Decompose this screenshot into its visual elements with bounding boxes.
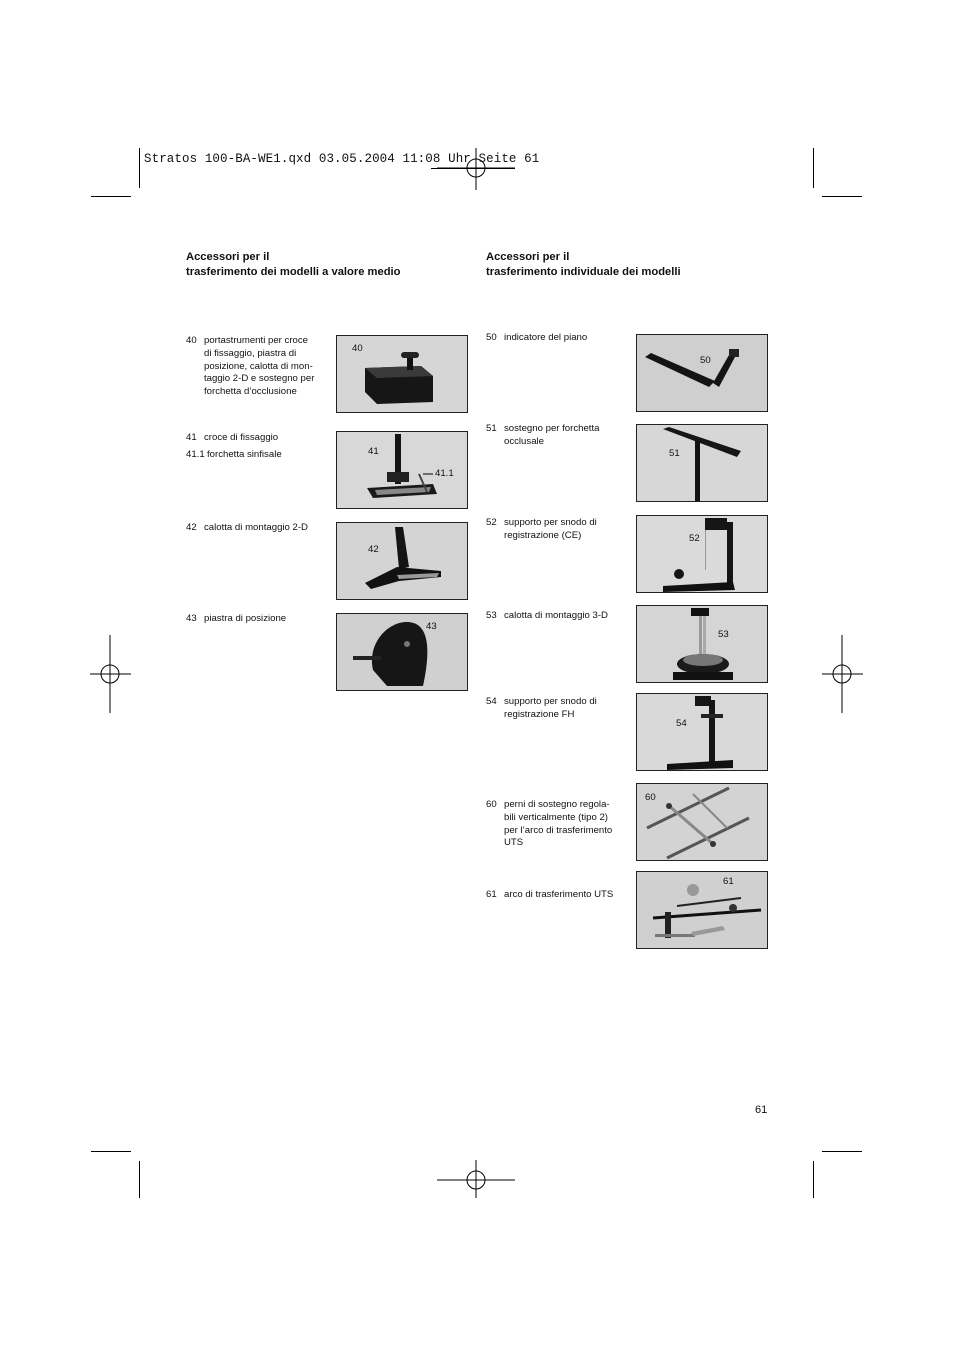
photo-54-fh-joint-support <box>636 693 768 771</box>
list-item-43 <box>186 613 326 633</box>
photo-label-sub: 41.1 <box>435 468 454 479</box>
item-text: indicatore del piano <box>504 332 588 343</box>
photo-label: 43 <box>426 621 437 632</box>
crop-mark <box>91 1151 131 1152</box>
item-number: 40 <box>186 335 197 346</box>
photo-label: 61 <box>723 876 734 887</box>
registration-mark-right <box>822 635 864 715</box>
photo-label: 60 <box>645 792 656 803</box>
file-slug: Stratos 100-BA-WE1.qxd 03.05.2004 11:08 Uhr Seite 61 <box>144 152 540 166</box>
photo-label: 41 <box>368 446 379 457</box>
list-item-53 <box>486 610 626 630</box>
photo-50-plane-indicator <box>636 334 768 412</box>
item-number: 52 <box>486 517 497 528</box>
item-text: supporto per snodo di registrazione FH <box>504 696 597 720</box>
item-number: 54 <box>486 696 497 707</box>
item-text: calotta di montaggio 2-D <box>204 522 308 533</box>
photo-label: 51 <box>669 448 680 459</box>
item-number: 51 <box>486 423 497 434</box>
list-item-54 <box>486 696 626 726</box>
item-text: piastra di posizione <box>204 613 287 624</box>
registration-mark-top <box>437 142 517 192</box>
item-number: 42 <box>186 522 197 533</box>
crop-mark <box>813 1161 814 1198</box>
item-text: supporto per snodo di registrazione (CE) <box>504 517 597 541</box>
list-item-51 <box>486 423 626 453</box>
registration-mark-bottom <box>437 1160 517 1200</box>
crop-mark <box>139 1161 140 1198</box>
photo-label: 53 <box>718 629 729 640</box>
list-item-41 <box>186 432 326 472</box>
slug-underline <box>431 168 515 169</box>
photo-53-mounting-cap-3d <box>636 605 768 683</box>
photo-52-ce-joint-support <box>636 515 768 593</box>
list-item-40 <box>186 335 326 405</box>
list-item-42 <box>186 522 326 542</box>
list-item-52 <box>486 517 626 547</box>
photo-label: 50 <box>700 355 711 366</box>
left-column-heading: Accessori per il trasferimento dei modelli a valore medio <box>186 251 401 278</box>
page-number: 61 <box>755 1104 768 1116</box>
crop-mark <box>91 196 131 197</box>
item-sub-text: forchetta sinfisale <box>207 449 282 460</box>
item-number: 53 <box>486 610 497 621</box>
item-text: sostegno per forchetta occlusale <box>504 423 600 447</box>
item-number: 50 <box>486 332 497 343</box>
photo-41-fixing-cross <box>336 431 468 509</box>
item-number: 41 <box>186 432 197 443</box>
photo-40-tool-holder <box>336 335 468 413</box>
item-text: arco di trasferimento UTS <box>504 889 614 900</box>
photo-51-occlusal-fork-support <box>636 424 768 502</box>
photo-label: 52 <box>689 533 700 544</box>
list-item-50 <box>486 332 626 352</box>
item-text: croce di fissaggio <box>204 432 279 443</box>
registration-mark-left <box>90 635 132 715</box>
crop-mark <box>822 1151 862 1152</box>
crop-mark <box>139 148 140 188</box>
list-item-60 <box>486 799 626 855</box>
item-number: 61 <box>486 889 497 900</box>
photo-label: 54 <box>676 718 687 729</box>
photo-label: 40 <box>352 343 363 354</box>
item-number: 60 <box>486 799 497 810</box>
photo-label: 42 <box>368 544 379 555</box>
photo-43-position-plate <box>336 613 468 691</box>
item-text: calotta di montaggio 3-D <box>504 610 608 621</box>
item-sub-number: 41.1 <box>186 449 205 460</box>
list-item-61 <box>486 889 626 909</box>
photo-42-mounting-cap-2d <box>336 522 468 600</box>
crop-mark <box>822 196 862 197</box>
item-text: portastrumenti per croce di fissaggio, piastra di posizione, calotta di mon- taggio 2-D e sostegno per forchetta d’occlusione <box>204 335 315 398</box>
item-number: 43 <box>186 613 197 624</box>
photo-61-uts-transfer-bow <box>636 871 768 949</box>
item-text: perni di sostegno regola- bili verticalmente (tipo 2) per l’arco di trasferimento UTS <box>504 799 613 849</box>
right-column-heading: Accessori per il trasferimento individuale dei modelli <box>486 251 681 278</box>
crop-mark <box>813 148 814 188</box>
photo-60-adjustable-support-pins <box>636 783 768 861</box>
